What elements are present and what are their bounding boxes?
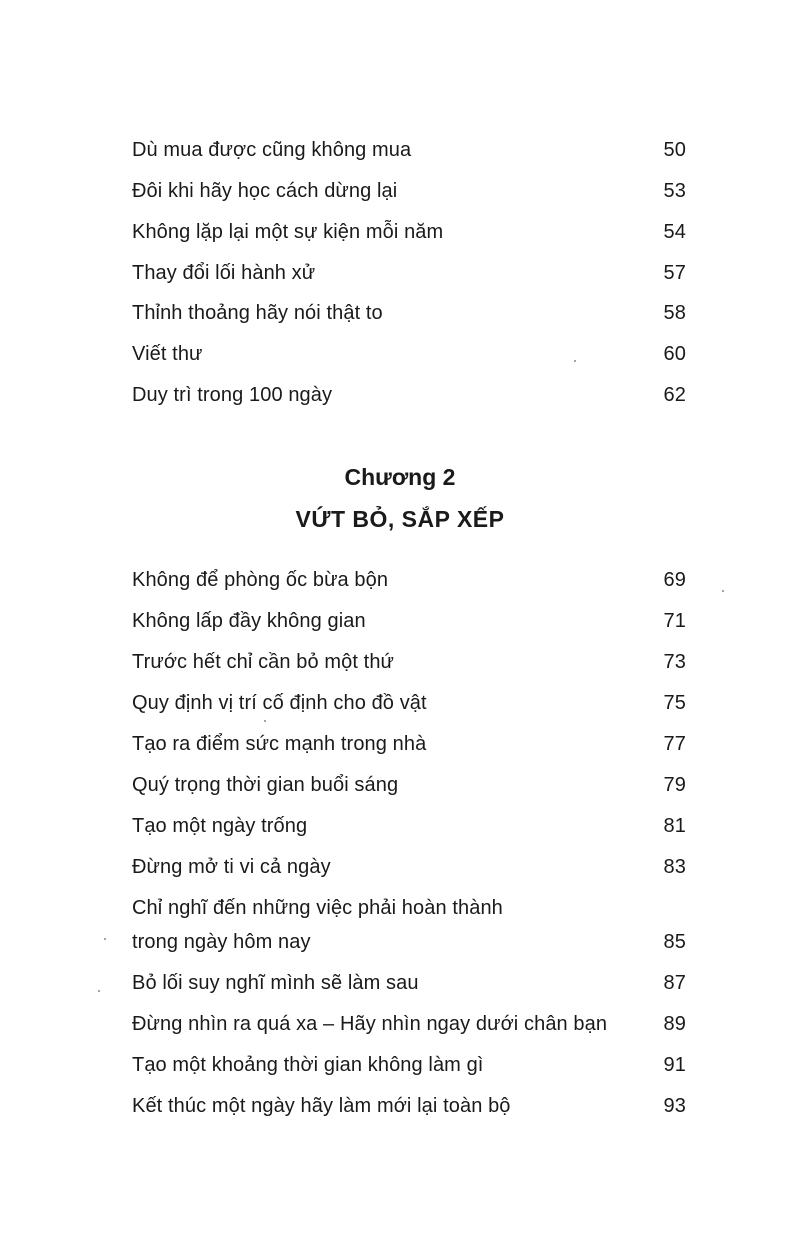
toc-entry-title: Đừng nhìn ra quá xa – Hãy nhìn ngay dưới chân bạn xyxy=(132,1013,608,1035)
toc-entry-page: 73 xyxy=(663,651,686,673)
toc-entry-title: Quý trọng thời gian buổi sáng xyxy=(132,774,399,796)
toc-entry xyxy=(132,966,686,1000)
toc-entry xyxy=(132,378,686,412)
toc-entry xyxy=(132,337,686,371)
toc-entry xyxy=(132,133,686,167)
toc-entry xyxy=(132,768,686,802)
toc-entry-page: 53 xyxy=(663,180,686,202)
toc-entry-title: Kết thúc một ngày hãy làm mới lại toàn bộ xyxy=(132,1095,511,1117)
toc-entry xyxy=(132,604,686,638)
toc-entry-title: Trước hết chỉ cần bỏ một thứ xyxy=(132,651,395,673)
toc-entry xyxy=(132,727,686,761)
toc-entry-title: Dù mua được cũng không mua xyxy=(132,139,412,161)
toc-entry-page: 87 xyxy=(663,972,686,994)
toc-entry-page: 54 xyxy=(663,221,686,243)
toc-entry-page: 50 xyxy=(663,139,686,161)
toc-entry-title: Thay đổi lối hành xử xyxy=(132,262,316,284)
toc-entry-title: Đừng mở ti vi cả ngày xyxy=(132,856,331,878)
toc-entry xyxy=(132,563,686,597)
print-speck xyxy=(264,720,266,722)
toc-entry-page: 58 xyxy=(663,302,686,324)
toc-entry xyxy=(132,645,686,679)
toc-entry-title: Tạo ra điểm sức mạnh trong nhà xyxy=(132,733,427,755)
toc-entry xyxy=(132,1089,686,1123)
toc-entry-title: Viết thư xyxy=(132,343,203,365)
toc-entry-title: Đôi khi hãy học cách dừng lại xyxy=(132,180,398,202)
print-speck xyxy=(574,360,576,362)
toc-entry xyxy=(132,1048,686,1082)
toc-entry-title: Tạo một ngày trống xyxy=(132,815,308,837)
toc-entry xyxy=(132,850,686,884)
toc-entry xyxy=(132,686,686,720)
toc-entry-page: 69 xyxy=(663,569,686,591)
toc-entry-title: Không lặp lại một sự kiện mỗi năm xyxy=(132,221,444,243)
print-speck xyxy=(104,938,106,940)
toc-entry-page: 71 xyxy=(663,610,686,632)
toc-entry-page: 60 xyxy=(663,343,686,365)
toc-entry-title-line2: trong ngày hôm nay xyxy=(132,931,311,953)
toc-entry-title: Bỏ lối suy nghĩ mình sẽ làm sau xyxy=(132,972,419,994)
toc-entry-title: Không để phòng ốc bừa bộn xyxy=(132,569,389,591)
print-speck xyxy=(722,590,724,592)
toc-entry-title-line1: Chỉ nghĩ đến những việc phải hoàn thành xyxy=(132,897,503,919)
toc-entry xyxy=(132,256,686,290)
toc-entry xyxy=(132,174,686,208)
print-speck xyxy=(98,990,100,992)
toc-entry-page: 62 xyxy=(663,384,686,406)
toc-entry-title: Duy trì trong 100 ngày xyxy=(132,384,333,406)
toc-entry xyxy=(132,809,686,843)
toc-entry-title: Tạo một khoảng thời gian không làm gì xyxy=(132,1054,484,1076)
toc-entry-page: 91 xyxy=(663,1054,686,1076)
toc-entry-page: 83 xyxy=(663,856,686,878)
toc-entry xyxy=(132,891,686,959)
toc-entry xyxy=(132,296,686,330)
chapter-title: VỨT BỎ, SẮP XẾP xyxy=(295,506,505,532)
toc-entry-page: 57 xyxy=(663,262,686,284)
toc-entry-page: 89 xyxy=(663,1013,686,1035)
toc-entry-title: Thỉnh thoảng hãy nói thật to xyxy=(132,302,383,324)
toc-entry-page: 81 xyxy=(663,815,686,837)
toc-entry-page: 77 xyxy=(663,733,686,755)
toc-entry-title: Không lấp đầy không gian xyxy=(132,610,366,632)
toc-entry xyxy=(132,215,686,249)
chapter-heading: Chương 2 xyxy=(344,464,456,490)
toc-entry-page: 75 xyxy=(663,692,686,714)
toc-entry xyxy=(132,1007,686,1041)
toc-entry-page: 79 xyxy=(663,774,686,796)
toc-entry-page: 93 xyxy=(663,1095,686,1117)
toc-entry-page: 85 xyxy=(663,931,686,953)
toc-entry-title: Quy định vị trí cố định cho đồ vật xyxy=(132,692,427,714)
